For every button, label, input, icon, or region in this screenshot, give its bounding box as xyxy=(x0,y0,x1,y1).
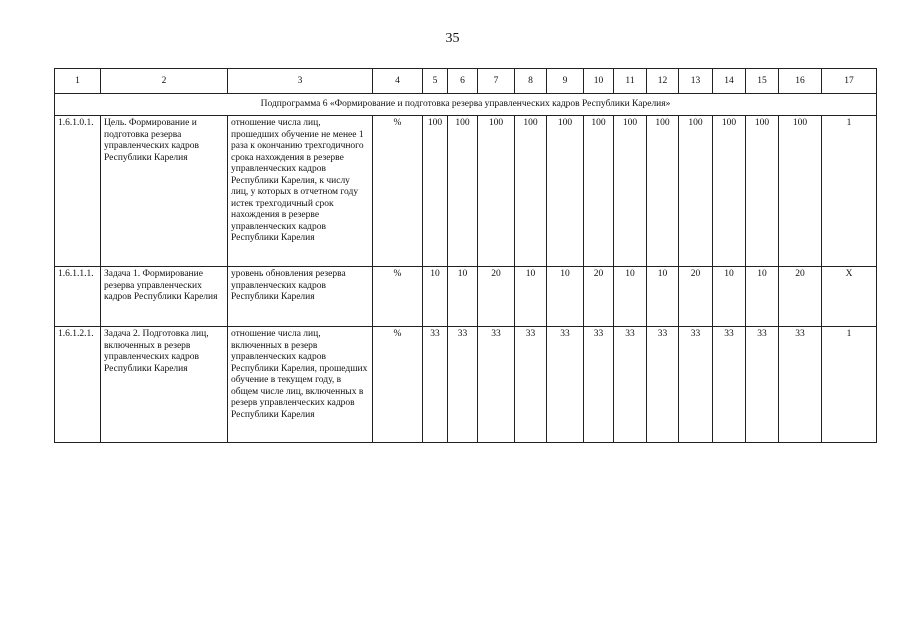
column-header: 17 xyxy=(822,69,877,94)
row-value: 10 xyxy=(746,267,779,327)
row-value: 20 xyxy=(679,267,713,327)
row-code: 1.6.1.1.1. xyxy=(55,267,101,327)
row-value: 33 xyxy=(746,327,779,443)
column-header: 14 xyxy=(713,69,746,94)
indicators-table xyxy=(54,68,877,443)
row-last-value: 1 xyxy=(822,327,877,443)
column-header: 12 xyxy=(647,69,679,94)
column-header: 9 xyxy=(547,69,584,94)
row-value: 100 xyxy=(647,116,679,267)
row-unit: % xyxy=(373,327,423,443)
column-header: 1 xyxy=(55,69,101,94)
row-value: 100 xyxy=(584,116,614,267)
row-value: 33 xyxy=(713,327,746,443)
column-header: 2 xyxy=(101,69,228,94)
row-indicator: отношение числа лиц, включенных в резерв управленческих кадров Республики Карелия, прошедших обучение в текущем году, в общем числе лиц, включенных в резерв управленческих кадров Республики Карелия xyxy=(228,327,373,443)
subprogram-title: Подпрограмма 6 «Формирование и подготовка резерва управленческих кадров Республики Карелия» xyxy=(55,94,877,116)
row-value: 20 xyxy=(478,267,515,327)
column-header: 4 xyxy=(373,69,423,94)
row-value: 33 xyxy=(584,327,614,443)
subprogram-row xyxy=(55,94,877,116)
row-value: 33 xyxy=(614,327,647,443)
row-goal: Задача 2. Подготовка лиц, включенных в резерв управленческих кадров Республики Карелия xyxy=(101,327,228,443)
row-value: 10 xyxy=(515,267,547,327)
row-value: 20 xyxy=(584,267,614,327)
table-row xyxy=(55,267,877,327)
column-header: 3 xyxy=(228,69,373,94)
table-row xyxy=(55,116,877,267)
column-header: 7 xyxy=(478,69,515,94)
row-value: 33 xyxy=(448,327,478,443)
row-value: 33 xyxy=(478,327,515,443)
row-value: 100 xyxy=(713,116,746,267)
row-value: 10 xyxy=(547,267,584,327)
row-goal: Задача 1. Формирование резерва управленческих кадров Республики Карелия xyxy=(101,267,228,327)
column-header: 10 xyxy=(584,69,614,94)
column-header: 11 xyxy=(614,69,647,94)
row-value: 33 xyxy=(679,327,713,443)
column-header: 13 xyxy=(679,69,713,94)
row-last-value: 1 xyxy=(822,116,877,267)
row-value: 100 xyxy=(779,116,822,267)
row-indicator: отношение числа лиц, прошедших обучение не менее 1 раза к окончанию трехгодичного срока нахождения в резерве управленческих кадров Республики Карелия, к числу лиц, у которых в отчетном году истек трехгодичный срок нахождения в резерве управленческих кадров Республики Карелия xyxy=(228,116,373,267)
column-header: 8 xyxy=(515,69,547,94)
row-code: 1.6.1.0.1. xyxy=(55,116,101,267)
row-value: 33 xyxy=(547,327,584,443)
row-value: 33 xyxy=(515,327,547,443)
row-value: 10 xyxy=(448,267,478,327)
page-number: 35 xyxy=(445,31,460,46)
row-value: 100 xyxy=(547,116,584,267)
row-indicator: уровень обновления резерва управленческих кадров Республики Карелия xyxy=(228,267,373,327)
row-goal: Цель. Формирование и подготовка резерва управленческих кадров Республики Карелия xyxy=(101,116,228,267)
column-header: 6 xyxy=(448,69,478,94)
row-value: 100 xyxy=(679,116,713,267)
row-value: 100 xyxy=(478,116,515,267)
row-value: 10 xyxy=(713,267,746,327)
row-value: 10 xyxy=(647,267,679,327)
row-code: 1.6.1.2.1. xyxy=(55,327,101,443)
row-value: 100 xyxy=(423,116,448,267)
column-header: 5 xyxy=(423,69,448,94)
row-value: 10 xyxy=(423,267,448,327)
row-value: 100 xyxy=(746,116,779,267)
row-last-value: Х xyxy=(822,267,877,327)
row-value: 100 xyxy=(515,116,547,267)
column-header: 16 xyxy=(779,69,822,94)
row-value: 33 xyxy=(647,327,679,443)
row-unit: % xyxy=(373,116,423,267)
row-unit: % xyxy=(373,267,423,327)
row-value: 100 xyxy=(448,116,478,267)
table-row xyxy=(55,327,877,443)
column-header: 15 xyxy=(746,69,779,94)
column-number-row xyxy=(55,69,877,94)
row-value: 33 xyxy=(423,327,448,443)
row-value: 20 xyxy=(779,267,822,327)
row-value: 10 xyxy=(614,267,647,327)
row-value: 33 xyxy=(779,327,822,443)
row-value: 100 xyxy=(614,116,647,267)
